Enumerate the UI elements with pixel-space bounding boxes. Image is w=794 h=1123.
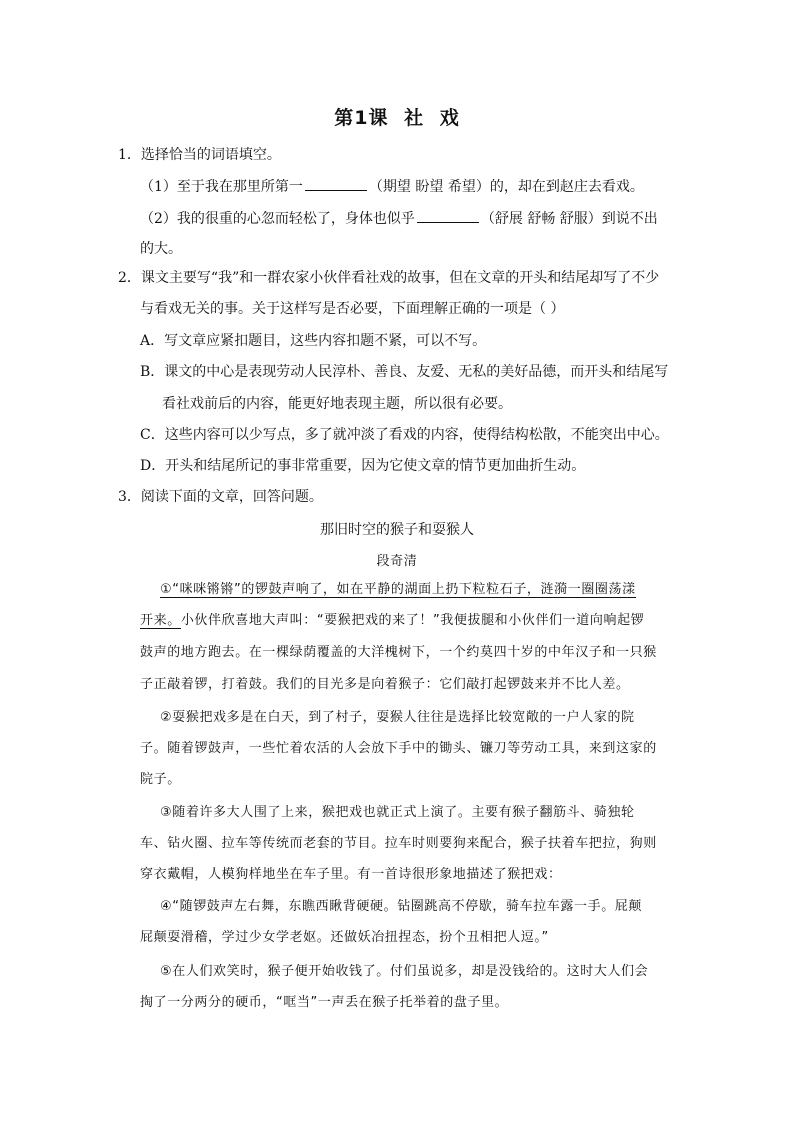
p2-line-1: ②耍猴把戏多是在白天，到了村子，耍猴人往往是选择比较宽敞的一户人家的院 — [160, 710, 635, 725]
q1-s1-before: （1）至于我在那里所第一 — [140, 179, 303, 195]
p4-line-2: 屁颠耍滑稽，学过少女学老妪。还做妖冶扭捏态，扮个丑相把人逗。” — [140, 930, 549, 945]
q3-stem: 3．阅读下面的文章，回答问题。 — [118, 489, 323, 505]
q2-option-b-cont: 看社戏前后的内容，能更好地表现主题，所以很有必要。 — [162, 396, 512, 412]
p1-line-3: 鼓声的地方跑去。在一棵绿荫覆盖的大洋槐树下，一个约莫四十岁的中年汉子和一只猴 — [140, 645, 657, 660]
q1-blank-2[interactable] — [417, 208, 479, 223]
q2-option-c[interactable]: C．这些内容可以少写点，多了就冲淡了看戏的内容，使得结构松散，不能突出中心。 — [140, 427, 669, 443]
p5-line-1: ⑤在人们欢笑时，猴子便开始收钱了。付们虽说多，却是没钱给的。这时大人们会 — [160, 964, 649, 979]
p1-line-1 — [160, 580, 636, 600]
q2-option-a[interactable]: A．写文章应紧扣题目，这些内容扣题不紧，可以不写。 — [140, 333, 487, 349]
q1-stem: 1．选择恰当的词语填空。 — [118, 147, 281, 163]
p1-line-2-rest: 小伙伴欣喜地大声叫：“要猴把戏的来了！”我便拔腿和小伙伴们一道向响起锣 — [180, 613, 645, 628]
p3-line-1: ③随着许多大人围了上来，猴把戏也就正式上演了。主要有猴子翻筋斗、骑独轮 — [160, 805, 635, 820]
q1-sentence-1 — [140, 176, 644, 197]
p1-underlined-2: 开来。 — [140, 613, 181, 628]
q1-sentence-2 — [140, 208, 658, 229]
q2-stem-line-1: 2．课文主要写“我”和一群农家小伙伴看社戏的故事，但在文章的开头和结尾却写了不少 — [118, 270, 660, 286]
p1-line-4: 子正敲着锣，打着鼓。我们的目光多是向着猴子：它们敲打起锣鼓来并不比人差。 — [140, 677, 630, 692]
article-author: 段奇清 — [376, 554, 418, 569]
lesson-title: 第1课 社 戏 — [334, 107, 460, 129]
p5-line-2: 掏了一分两分的硬币，“哐当”一声丢在猴子托举着的盘子里。 — [140, 995, 509, 1010]
p4-line-1: ④“随锣鼓声左右舞，东瞧西瞅背硬硬。钻圈跳高不停歇，骑车拉车露一手。屁颠 — [160, 899, 642, 914]
q1-sentence-2-cont: 的大。 — [140, 241, 182, 257]
q2-option-d[interactable]: D．开头和结尾所记的事非常重要，因为它使文章的情节更加曲折生动。 — [140, 458, 586, 474]
q1-blank-1[interactable] — [305, 176, 367, 191]
p1-underlined-1: ①“咪咪锵锵”的锣鼓声响了，如在平静的湖面上扔下粒粒石子，涟漪一圈圈荡漾 — [160, 582, 636, 597]
q1-s2-after: （舒展 舒畅 舒服）到说不出 — [480, 211, 658, 227]
p3-line-3: 穿衣戴帽，人模狗样地坐在车子里。有一首诗很形象地描述了猴把戏： — [140, 867, 562, 882]
p2-line-2: 子。随着锣鼓声，一些忙着农活的人会放下手中的锄头、镰刀等劳动工具，来到这家的 — [140, 741, 657, 756]
q2-stem-line-2: 与看戏无关的事。关于这样写是否必要，下面理解正确的一项是（ ） — [140, 301, 565, 317]
article-title: 那旧时空的猴子和耍猴人 — [320, 522, 474, 538]
q1-s1-after: （期望 盼望 希望）的，却在到赵庄去看戏。 — [368, 179, 644, 195]
q1-s2-before: （2）我的很重的心忽而轻松了，身体也似乎 — [140, 211, 415, 227]
q2-option-b[interactable]: B．课文的中心是表现劳动人民淳朴、善良、友爱、无私的美好品德，而开头和结尾写 — [140, 364, 669, 380]
p1-line-2 — [140, 611, 644, 631]
p2-line-3: 院子。 — [140, 772, 181, 787]
p3-line-2: 车、钻火圈、拉车等传统而老套的节目。拉车时则要狗来配合，猴子扶着车把拉，狗则 — [140, 836, 657, 851]
